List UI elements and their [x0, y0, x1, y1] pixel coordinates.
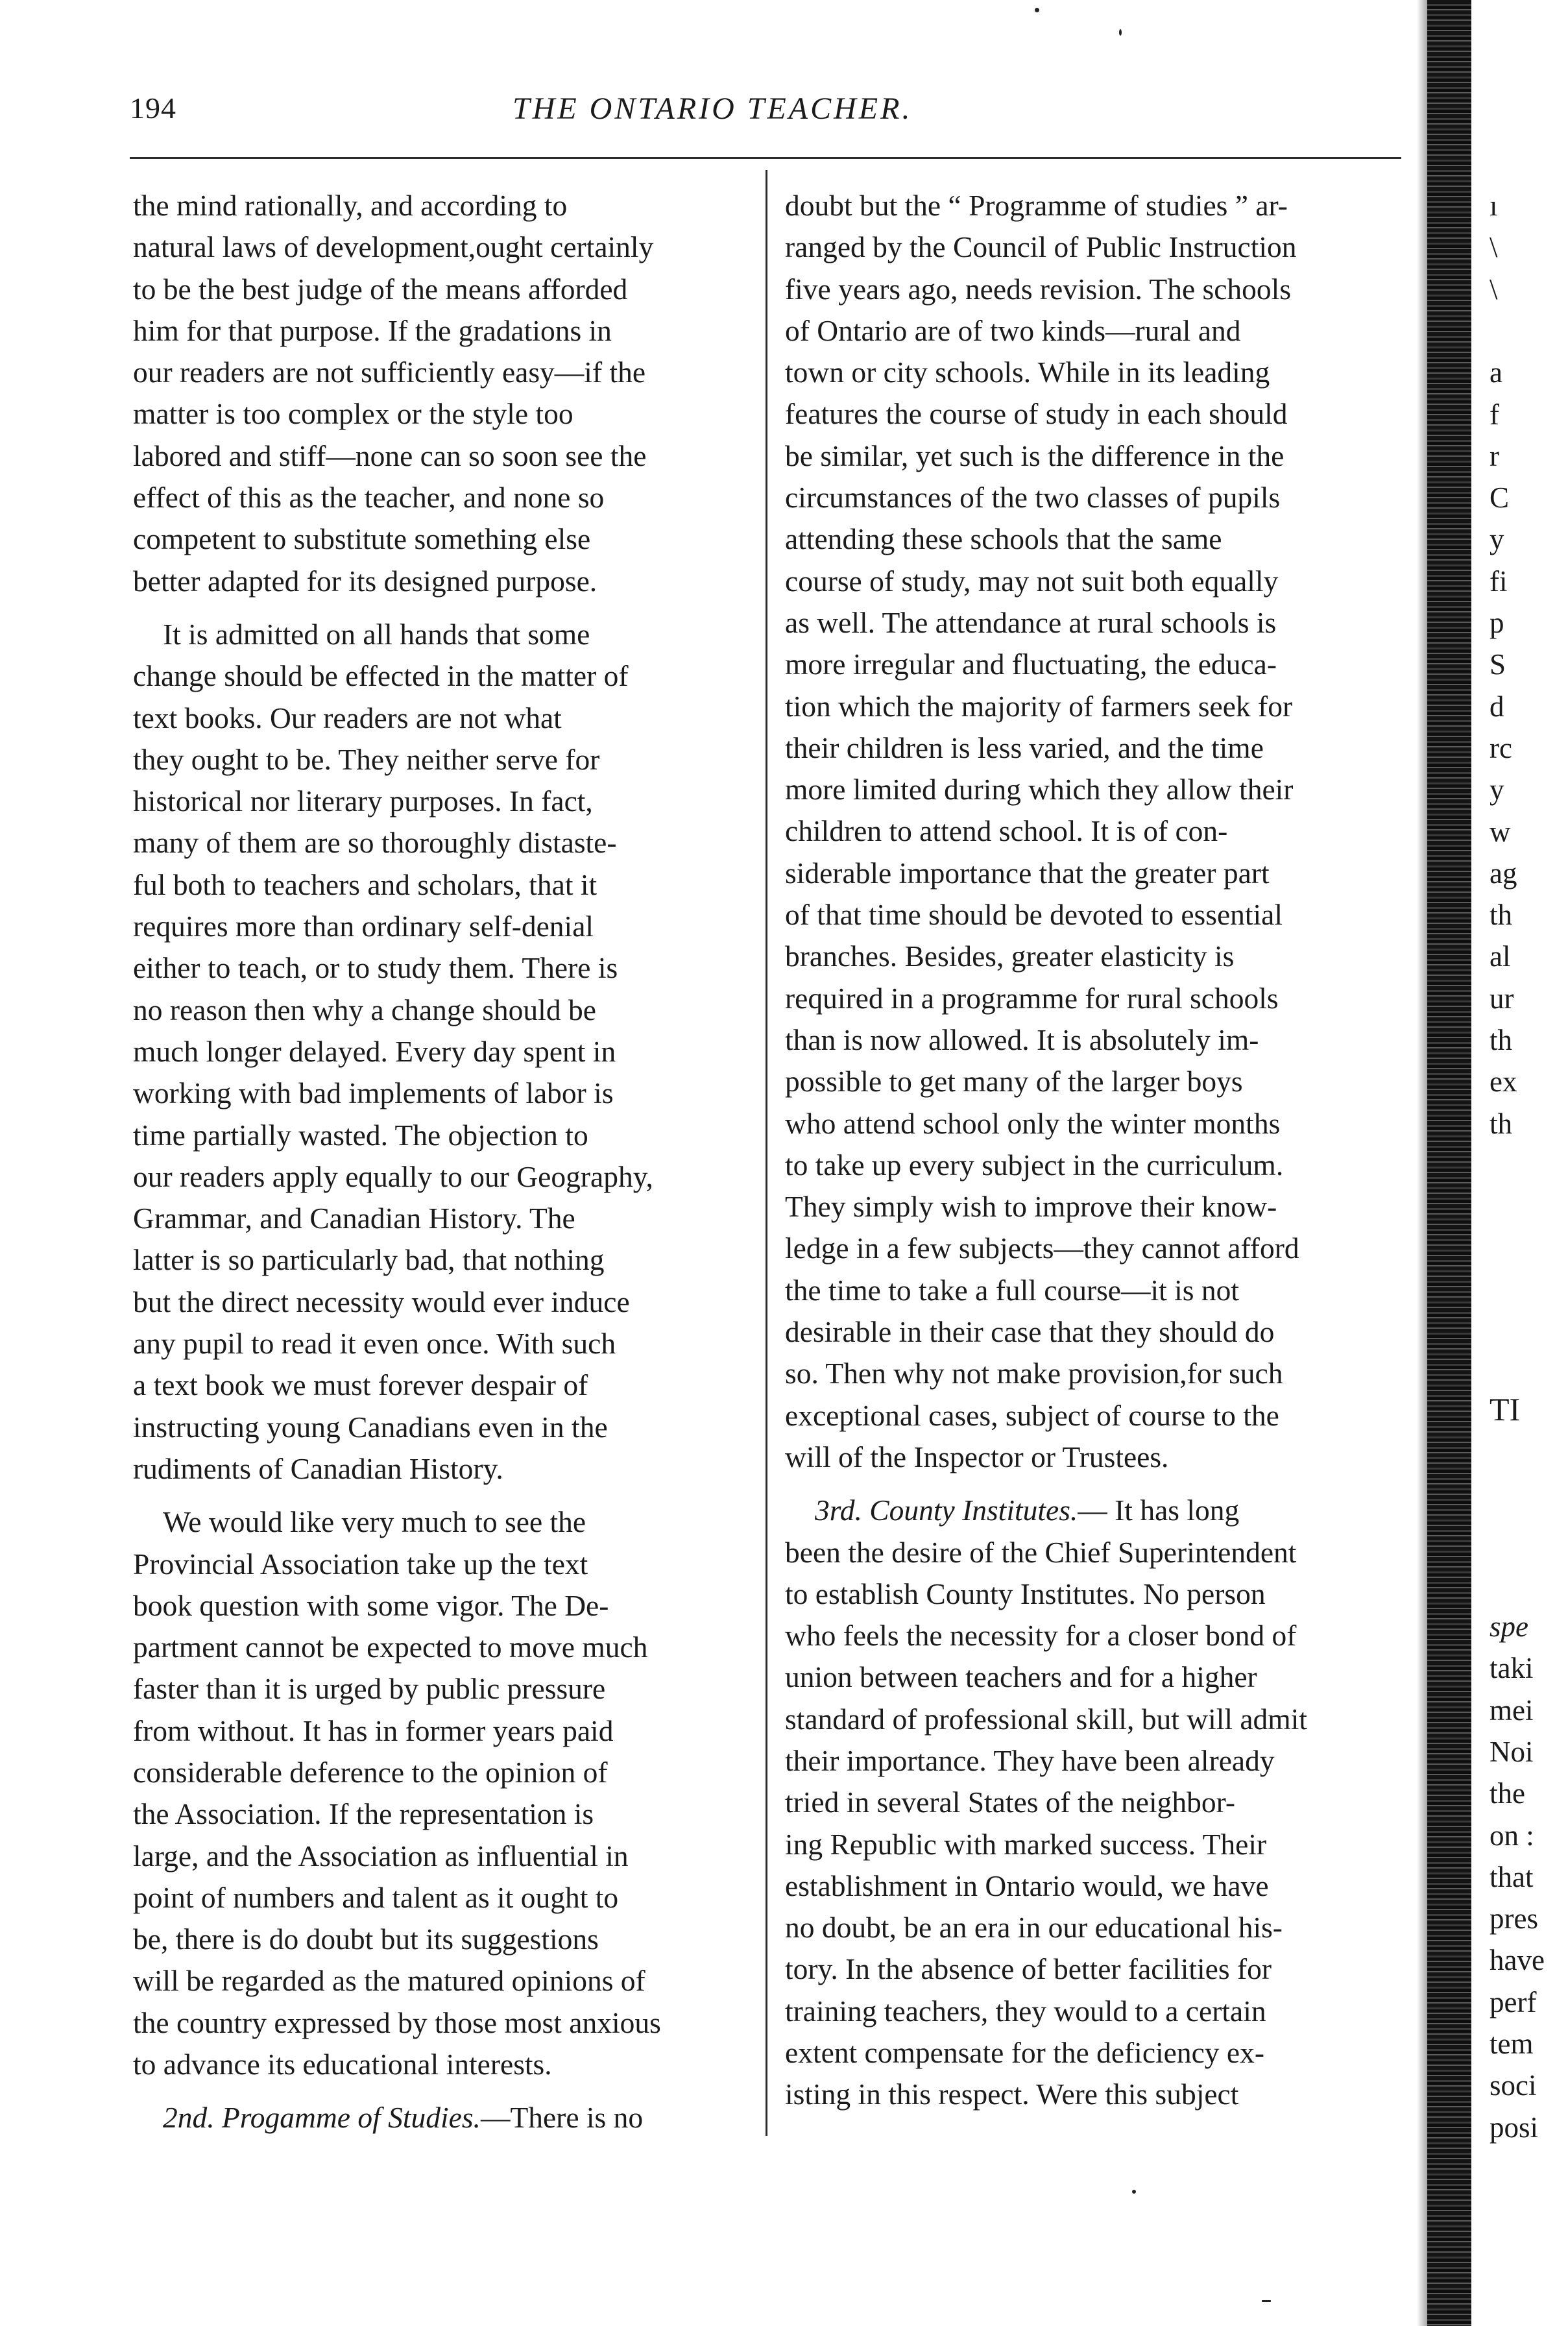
fragment-text: f	[1490, 398, 1499, 431]
text-line: more limited during which they allow their	[785, 773, 1294, 806]
text-line: tried in several States of the neighbor-	[785, 1786, 1236, 1819]
fragment-text: Noi	[1490, 1735, 1534, 1768]
section-heading: 2nd. Progamme of Studies.	[163, 2101, 481, 2135]
text-line: been the desire of the Chief Superintendent	[785, 1535, 1297, 1569]
fragment-text: \	[1490, 231, 1498, 264]
fragment-text: S	[1490, 648, 1506, 681]
text-line: doubt but the “ Programme of studies ” ar-	[785, 189, 1288, 222]
print-speck	[1262, 2300, 1271, 2302]
text-line: our readers apply equally to our Geography,	[133, 1159, 653, 1193]
fragment-text: on :	[1490, 1819, 1534, 1852]
text-line: exceptional cases, subject of course to the	[785, 1398, 1279, 1432]
text-line: possible to get many of the larger boys	[785, 1065, 1243, 1098]
binding-edge	[1427, 0, 1471, 2326]
text-line: him for that purpose. If the gradations in	[133, 313, 612, 347]
fragment-text: fi	[1490, 564, 1508, 598]
text-line: will of the Inspector or Trustees.	[785, 1440, 1169, 1473]
paragraph	[133, 614, 759, 1490]
fragment-text: ı	[1490, 189, 1498, 222]
text-line: much longer delayed. Every day spent in	[133, 1034, 616, 1068]
left-column	[133, 185, 759, 2139]
text-line: the Association. If the representation is	[133, 1797, 594, 1831]
fragment-text: al	[1490, 940, 1511, 973]
text-line: more irregular and fluctuating, the educa-	[785, 648, 1277, 681]
page-gutter-shadow	[1417, 0, 1427, 2326]
text-line: training teachers, they would to a certain	[785, 1994, 1266, 2028]
fragment-text: rc	[1490, 731, 1512, 764]
text-line: no doubt, be an era in our educational his-	[785, 1911, 1283, 1944]
text-line: natural laws of development,ought certainly	[133, 230, 654, 264]
text-line: competent to substitute something else	[133, 522, 591, 556]
text-line: who attend school only the winter months	[785, 1106, 1281, 1140]
fragment-text: tem	[1490, 2028, 1534, 2060]
text-line: labored and stiff—none can so soon see the	[133, 439, 647, 472]
fragment-text: \	[1490, 273, 1498, 306]
text-line: be, there is do doubt but its suggestions	[133, 1922, 599, 1956]
section-heading: 3rd. County Institutes.	[815, 1494, 1078, 1527]
text-line: ful both to teachers and scholars, that it	[133, 867, 597, 901]
fragment-text: posi	[1490, 2111, 1539, 2144]
fragment-text: r	[1490, 439, 1499, 472]
paragraph	[133, 2097, 759, 2138]
running-head: THE ONTARIO TEACHER.	[513, 91, 913, 126]
text-line: ledge in a few subjects—they cannot afford	[785, 1231, 1299, 1265]
text-line: will be regarded as the matured opinions of	[133, 1964, 645, 1998]
section-heading-line	[133, 2097, 759, 2138]
text-line: better adapted for its designed purpose.	[133, 564, 597, 598]
text-line: course of study, may not suit both equally	[785, 564, 1279, 598]
fragment-text: that	[1490, 1860, 1534, 1893]
text-line: ranged by the Council of Public Instruction	[785, 230, 1297, 264]
text-line: town or city schools. While in its leading	[785, 356, 1270, 389]
fragment-text: y	[1490, 773, 1504, 806]
text-line: many of them are so thoroughly distaste-	[133, 826, 617, 860]
text-line: requires more than ordinary self-denial	[133, 910, 594, 943]
fragment-text: a	[1490, 356, 1502, 389]
text-line: effect of this as the teacher, and none so	[133, 481, 605, 515]
text-line: so. Then why not make provision,for such	[785, 1357, 1283, 1390]
text-line: latter is so particularly bad, that nothing	[133, 1243, 605, 1277]
text-line: extent compensate for the deficiency ex-	[785, 2036, 1265, 2070]
fragment-text: pres	[1490, 1902, 1538, 1935]
text-line: than is now allowed. It is absolutely im-	[785, 1023, 1259, 1056]
section-heading-rest: — It has long	[1078, 1494, 1240, 1527]
fragment-text: soci	[1490, 2069, 1537, 2102]
fragment-text: mei	[1490, 1693, 1534, 1726]
text-line: We would like very much to see the	[163, 1505, 586, 1539]
text-line: book question with some vigor. The De-	[133, 1588, 609, 1622]
text-line: but the direct necessity would ever induce	[133, 1285, 630, 1318]
text-line: the mind rationally, and according to	[133, 189, 568, 222]
text-line: They simply wish to improve their know-	[785, 1190, 1277, 1224]
text-line: as well. The attendance at rural schools is	[785, 605, 1277, 639]
fragment-text: p	[1490, 607, 1504, 639]
text-line: the time to take a full course—it is not	[785, 1273, 1240, 1307]
text-line: desirable in their case that they should do	[785, 1315, 1275, 1349]
fragment-text: perf	[1490, 1985, 1537, 2018]
text-line: circumstances of the two classes of pupils	[785, 481, 1281, 515]
fragment-text: w	[1490, 815, 1511, 848]
text-line: considerable deference to the opinion of	[133, 1755, 608, 1789]
text-line: Grammar, and Canadian History. The	[133, 1202, 575, 1235]
text-line: they ought to be. They neither serve for	[133, 742, 600, 776]
text-line: branches. Besides, greater elasticity is	[785, 939, 1235, 973]
text-line: the country expressed by those most anxious	[133, 2005, 661, 2039]
section-heading-line	[785, 1490, 1405, 1531]
text-line: partment cannot be expected to move much	[133, 1630, 648, 1664]
text-line: historical nor literary purposes. In fact,	[133, 784, 593, 818]
fragment-text: th	[1490, 899, 1513, 932]
text-line: either to teach, or to study them. There is	[133, 951, 618, 985]
text-line: union between teachers and for a higher	[785, 1660, 1257, 1694]
text-line: faster than it is urged by public pressure	[133, 1672, 606, 1706]
fragment-text: TI	[1490, 1391, 1521, 1427]
fragment-text: y	[1490, 523, 1504, 556]
print-speck	[1132, 2190, 1136, 2194]
text-line: of Ontario are of two kinds—rural and	[785, 313, 1241, 347]
text-line: isting in this respect. Were this subject	[785, 2078, 1239, 2111]
text-line: establishment in Ontario would, we have	[785, 1869, 1269, 1902]
text-line: tion which the majority of farmers seek for	[785, 689, 1293, 723]
text-line: any pupil to read it even once. With such	[133, 1327, 616, 1361]
text-line: their importance. They have been already	[785, 1743, 1275, 1777]
text-line: to establish County Institutes. No person	[785, 1577, 1266, 1610]
text-line: standard of professional skill, but will admit	[785, 1702, 1307, 1736]
text-line: to advance its educational interests.	[133, 2048, 552, 2081]
text-line: of that time should be devoted to essential	[785, 898, 1283, 932]
text-line: required in a programme for rural schools	[785, 981, 1279, 1015]
fragment-text: ag	[1490, 856, 1517, 890]
fragment-text: th	[1490, 1107, 1513, 1140]
text-line: siderable importance that the greater part	[785, 856, 1270, 890]
text-line: five years ago, needs revision. The schools	[785, 272, 1292, 306]
paragraph	[133, 1501, 759, 2085]
fragment-text: d	[1490, 690, 1504, 723]
text-line: working with bad implements of labor is	[133, 1076, 614, 1110]
fragment-text: th	[1490, 1024, 1513, 1056]
text-line: no reason then why a change should be	[133, 993, 596, 1026]
text-line: time partially wasted. The objection to	[133, 1118, 588, 1152]
text-line: matter is too complex or the style too	[133, 397, 573, 431]
text-line: Provincial Association take up the text	[133, 1547, 588, 1581]
print-speck	[1035, 8, 1039, 12]
paragraph	[785, 1490, 1405, 2115]
paragraph	[785, 185, 1405, 1478]
section-heading-rest: —There is no	[480, 2101, 644, 2135]
fragment-text: have	[1490, 1944, 1545, 1977]
text-line: children to attend school. It is of con-	[785, 814, 1228, 848]
print-speck	[1119, 29, 1122, 36]
text-line: large, and the Association as influential in	[133, 1839, 629, 1872]
column-divider	[766, 170, 767, 2136]
text-line: instructing young Canadians even in the	[133, 1410, 608, 1444]
text-line: ing Republic with marked success. Their	[785, 1827, 1267, 1861]
text-line: to be the best judge of the means afforded	[133, 272, 628, 306]
fragment-text: the	[1490, 1777, 1525, 1810]
text-line: features the course of study in each should	[785, 397, 1288, 431]
text-line: who feels the necessity for a closer bond of	[785, 1619, 1297, 1653]
text-line: attending these schools that the same	[785, 522, 1222, 556]
fragment-text: spe	[1490, 1610, 1528, 1643]
text-line: rudiments of Canadian History.	[133, 1451, 503, 1485]
fragment-text: taki	[1490, 1652, 1534, 1685]
adjacent-page-fragment	[1478, 0, 1568, 2326]
fragment-text: ur	[1490, 982, 1514, 1015]
page-header	[130, 91, 1401, 143]
text-line: It is admitted on all hands that some	[163, 617, 590, 651]
header-rule	[130, 157, 1401, 159]
right-column	[785, 185, 1405, 2116]
text-line: point of numbers and talent as it ought to	[133, 1880, 619, 1914]
fragment-text: ex	[1490, 1065, 1517, 1098]
text-line: text books. Our readers are not what	[133, 701, 562, 734]
page-number: 194	[130, 91, 176, 125]
text-line: change should be effected in the matter of	[133, 659, 629, 693]
text-line: from without. It has in former years paid	[133, 1714, 614, 1747]
text-line: our readers are not sufficiently easy—if the	[133, 356, 646, 389]
text-line: tory. In the absence of better facilities for	[785, 1952, 1272, 1986]
text-line: a text book we must forever despair of	[133, 1368, 588, 1402]
text-line: to take up every subject in the curriculum.	[785, 1148, 1284, 1181]
text-line: their children is less varied, and the time	[785, 731, 1264, 764]
fragment-text: C	[1490, 481, 1510, 515]
paragraph	[133, 185, 759, 602]
text-line: be similar, yet such is the difference in the	[785, 439, 1285, 472]
